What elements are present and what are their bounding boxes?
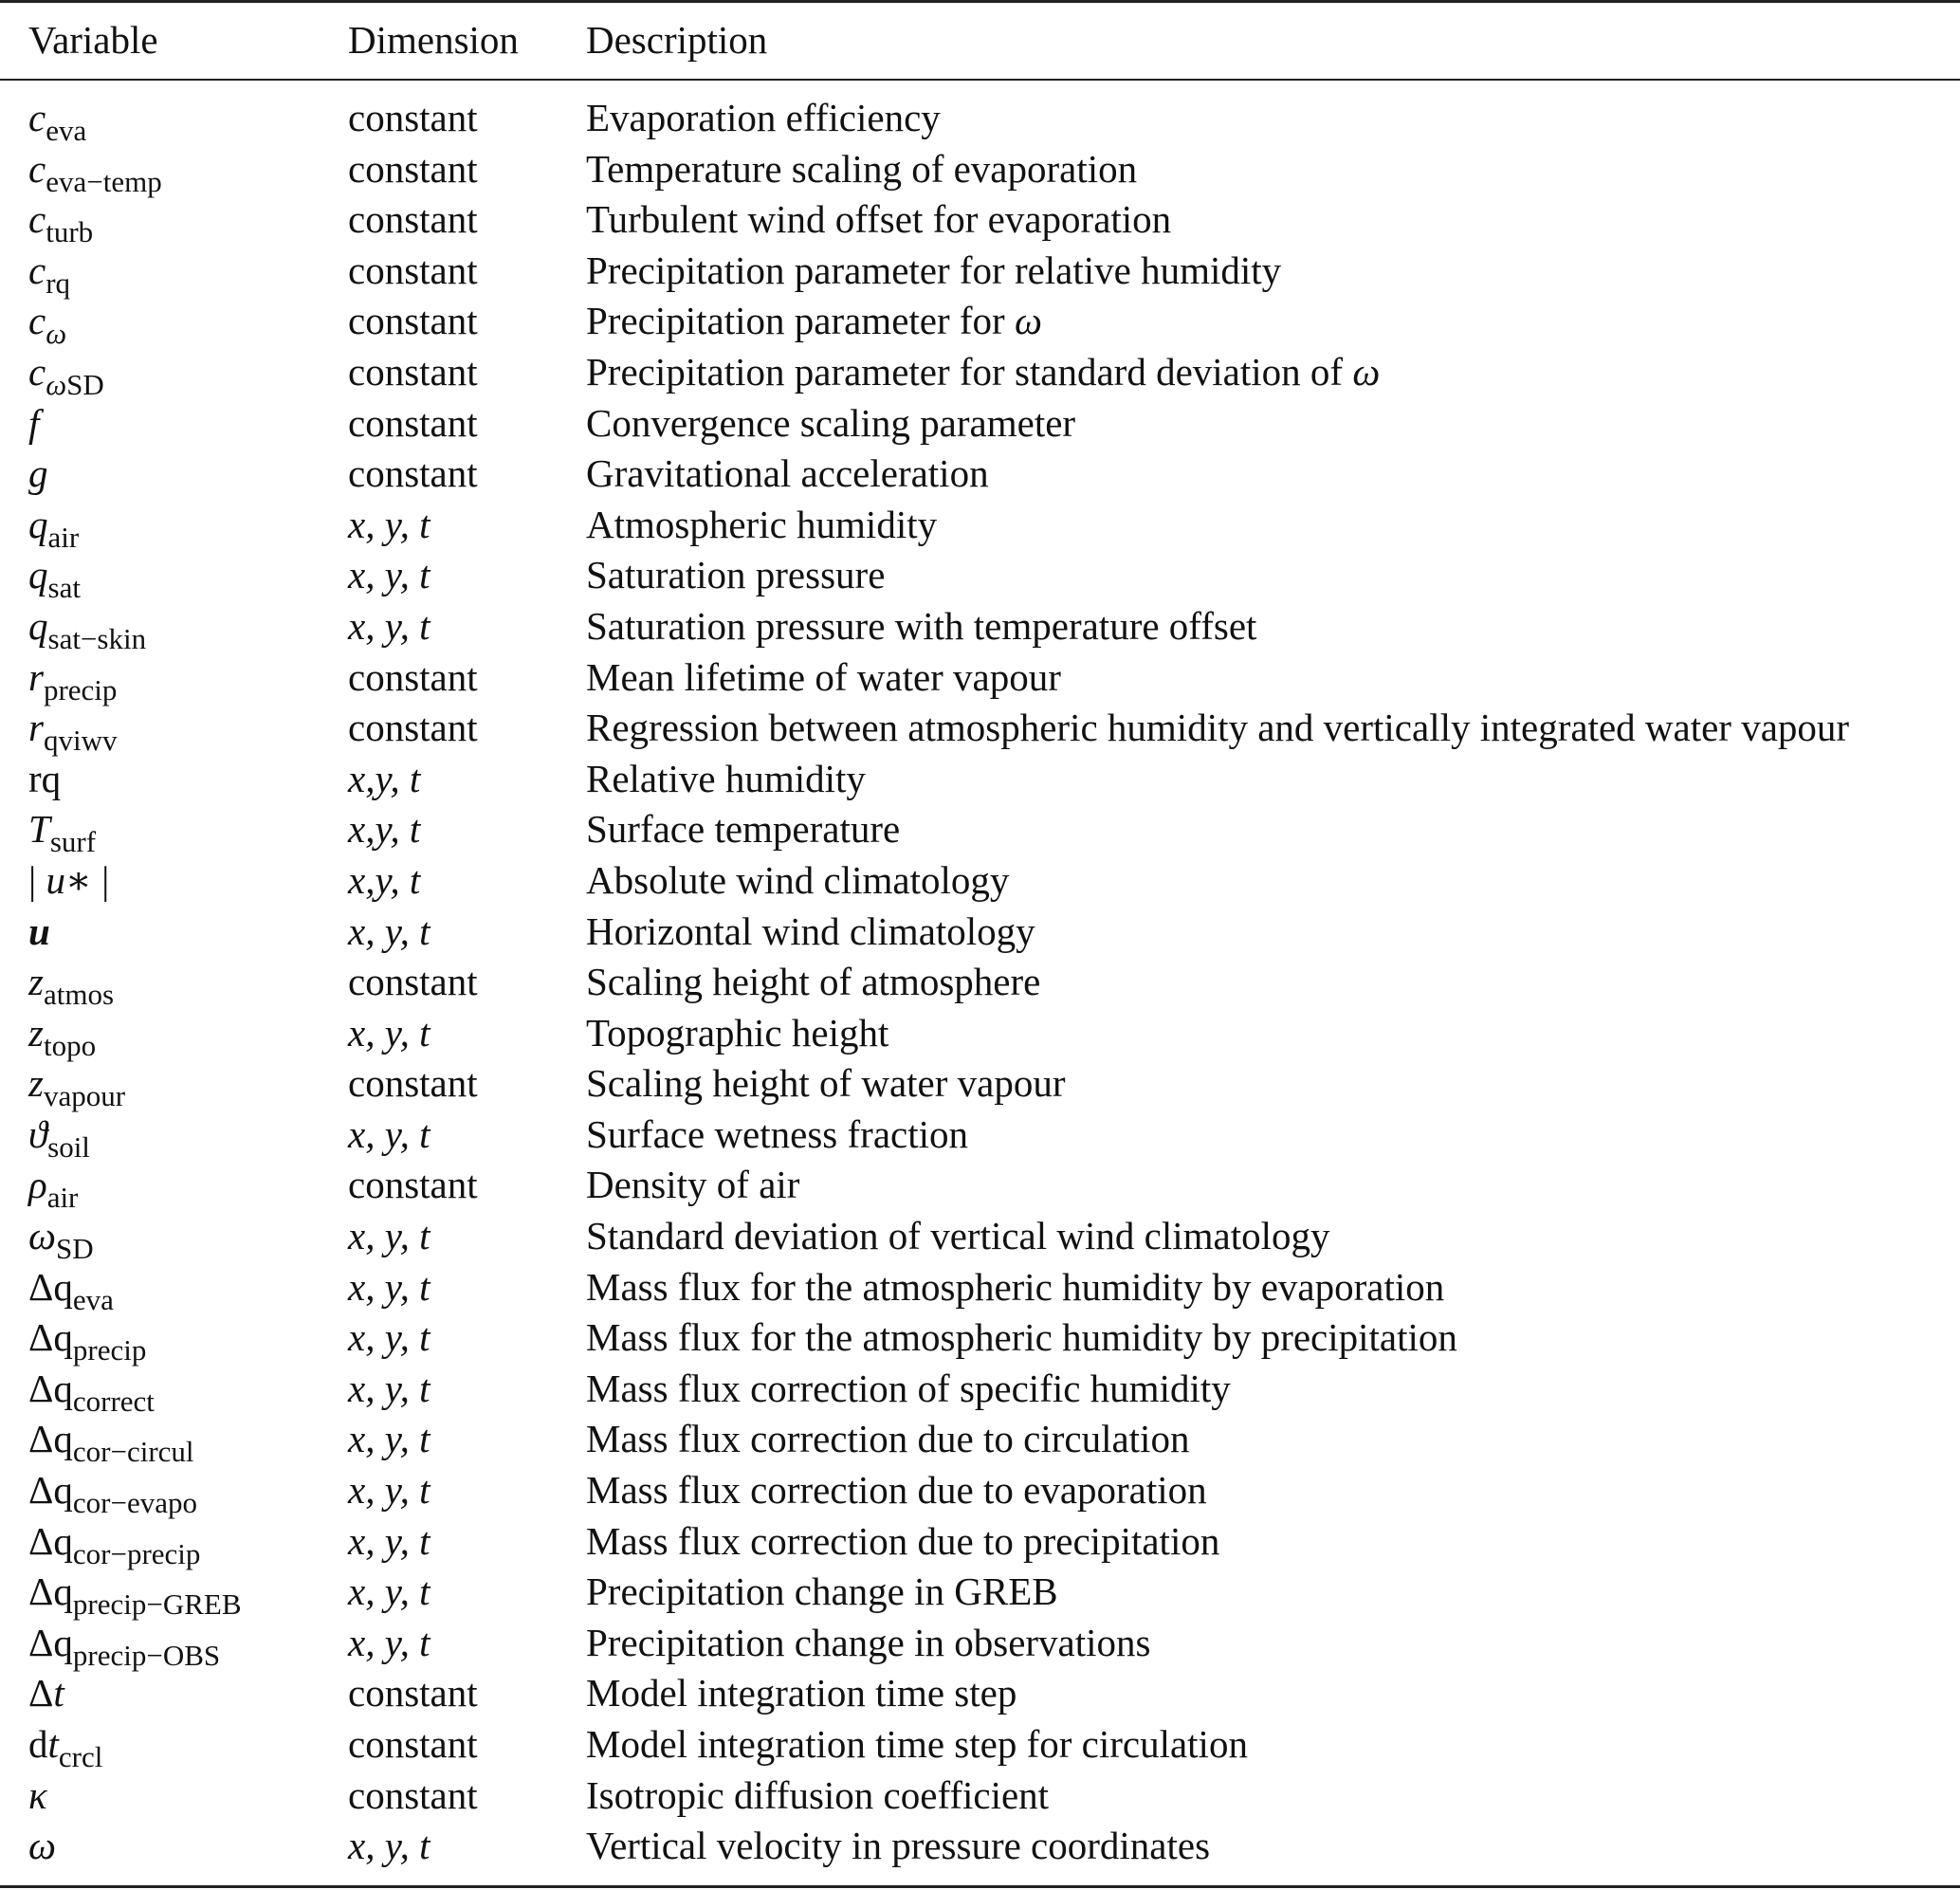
description-part: Model integration time step for circulation [586,1722,1248,1766]
symbol-base: q [28,603,48,648]
description-part: ω [1352,349,1381,394]
variable-dimension: constant [348,299,478,343]
variable-dimension: constant [348,960,478,1004]
variable-description [586,144,1137,193]
symbol-subscript [46,317,66,350]
variable-symbol [28,398,39,448]
description-part: Saturation pressure with temperature offset [586,603,1257,648]
description-part: Mass flux correction due to circulation [586,1417,1190,1461]
symbol-base: Δq [28,1620,73,1664]
variable-description [586,1312,1457,1362]
symbol-subscript [46,266,70,300]
variable-description [586,93,941,142]
symbol-subscript [48,622,147,655]
symbol-base: ϑ [28,1111,48,1156]
variable-dimension: x, y, t [348,1417,430,1461]
symbol-base: u [28,908,50,953]
symbol-subscript [44,1029,96,1062]
subscript-part: air [46,1181,79,1215]
description-part: Relative humidity [586,756,866,800]
table-row [0,93,1960,147]
variable-symbol [28,1618,221,1672]
symbol-base: u [46,857,65,902]
variable-description [586,1719,1248,1769]
description-part: Density of air [586,1163,800,1207]
description-part: Standard deviation of vertical wind climatology [586,1214,1330,1258]
description-part: Scaling height of water vapour [586,1061,1066,1106]
subscript-part: eva [46,114,87,147]
variable-dimension: constant [348,1671,478,1716]
symbol-base: κ [28,1772,47,1817]
description-part: Scaling height of atmosphere [586,960,1041,1004]
symbol-base: T [28,807,50,852]
variable-symbol [28,246,71,300]
symbol-base: t [47,1722,59,1766]
subscript-part: precip−GREB [72,1587,242,1622]
variable-dimension: x, y, t [348,1518,430,1563]
symbol-base: | [91,857,110,902]
variable-symbol [28,957,115,1012]
variable-dimension: constant [348,1772,478,1817]
table-bottom-rule [0,1885,1960,1888]
variable-dimension: x, y, t [348,1111,430,1156]
symbol-subscript [48,521,80,554]
symbol-base: ρ [28,1163,47,1207]
subscript-part: cor−circul [72,1435,194,1469]
description-part: Precipitation change in GREB [586,1569,1058,1614]
variable-dimension: x, y, t [348,502,430,546]
subscript-part: vapour [43,1079,126,1113]
symbol-base: c [28,349,46,394]
table-row [0,754,1960,805]
description-part: Mass flux correction of specific humidity [586,1366,1231,1410]
variable-description [586,1008,888,1057]
variable-description [586,1058,1066,1108]
variable-description [586,550,885,599]
symbol-subscript [73,1639,220,1672]
variable-symbol [28,500,80,554]
variable-dimension: constant [348,146,478,191]
subscript-part: precip [72,1333,147,1367]
variable-dimension: constant [348,349,478,394]
description-part: Topographic height [586,1010,889,1055]
variable-symbol [28,1312,147,1367]
subscript-part: topo [43,1028,97,1062]
table-row [0,449,1960,500]
variable-dimension: x, y, t [348,1315,430,1360]
symbol-subscript [44,673,117,706]
table-row [0,1618,1960,1672]
symbol-base: c [28,146,46,191]
symbol-subscript [44,724,118,757]
variable-symbol [28,804,97,859]
symbol-base: Δq [28,1264,73,1309]
variable-symbol [28,855,109,905]
variable-description [586,907,1035,956]
symbol-subscript [46,165,162,198]
variable-dimension: constant [348,654,478,699]
variable-symbol [28,907,50,956]
symbol-subscript [46,368,104,401]
variable-symbol [28,1567,242,1622]
table-row [0,500,1960,554]
variable-symbol [28,754,61,803]
symbol-subscript [46,114,86,147]
variable-symbol [28,144,162,198]
variable-dimension: x, y, t [348,1468,430,1513]
symbol-subscript [73,1283,114,1316]
variable-description [586,398,1075,448]
header-description: Description [586,18,768,62]
table-row [0,296,1960,351]
table-row [0,1211,1960,1266]
subscript-part: rq [46,266,71,300]
variable-dimension: constant [348,197,478,242]
subscript-part: ω [46,367,67,401]
variable-symbol [28,652,118,706]
symbol-subscript [59,1740,102,1773]
symbol-base: Δq [28,1366,73,1410]
subscript-part: soil [47,1129,90,1164]
description-part: ω [1014,299,1042,343]
symbol-subscript [46,215,93,248]
table-row [0,1312,1960,1367]
variable-description [586,1160,799,1209]
description-part: Mass flux correction due to precipitation [586,1518,1220,1563]
variable-description [586,1211,1330,1260]
variable-dimension: constant [348,1722,478,1766]
symbol-base: ω [28,1214,56,1258]
symbol-subscript [73,1435,194,1468]
table-row [0,804,1960,859]
symbol-base: z [28,960,44,1004]
description-part: Mean lifetime of water vapour [586,654,1061,699]
variable-symbol [28,1110,90,1164]
table-row [0,1719,1960,1771]
variable-symbol [28,601,147,655]
subscript-part: crcl [58,1740,103,1773]
variable-description [586,1262,1444,1312]
symbol-base: Δq [28,1569,73,1614]
variable-dimension: constant [348,400,478,445]
variable-symbol [28,1262,114,1316]
symbol-base: ω [28,1824,56,1868]
description-part: Horizontal wind climatology [586,908,1035,953]
variable-symbol [28,1668,64,1717]
variable-description [586,601,1256,651]
variable-description [586,449,989,498]
symbol-base: Δq [28,1417,73,1461]
variable-description [586,1821,1210,1870]
table-header-row [0,11,1960,68]
table-row [0,1008,1960,1062]
table-row [0,703,1960,758]
variable-description [586,1516,1219,1566]
variable-dimension: constant [348,1061,478,1106]
description-part: Convergence scaling parameter [586,400,1076,445]
table-row [0,1567,1960,1622]
symbol-subscript [56,1232,94,1265]
symbol-base: r [28,706,44,750]
variable-dimension: x, y, t [348,1010,430,1055]
description-part: Surface temperature [586,807,901,852]
variable-symbol [28,1465,197,1520]
subscript-part: precip−OBS [72,1638,221,1672]
description-part: Absolute wind climatology [586,857,1010,902]
subscript-part: eva [72,1282,114,1316]
variable-symbol [28,1414,194,1469]
symbol-subscript [73,1385,155,1418]
subscript-part: precip [43,672,118,706]
variable-dimension: x, y, t [348,1824,430,1868]
variable-symbol [28,1516,201,1570]
description-part: Model integration time step [586,1671,1017,1716]
variable-dimension: x, y, t [348,603,430,648]
table-row [0,1160,1960,1215]
subscript-part: correct [72,1384,155,1418]
variable-dimension: x,y, t [348,807,421,852]
variable-description [586,1567,1058,1616]
description-part: Saturation pressure [586,553,886,597]
description-part: Precipitation parameter for standard deviation of [586,349,1353,394]
symbol-base: | [28,857,46,902]
variable-dimension: x,y, t [348,857,421,902]
variable-symbol [28,93,87,147]
variable-dimension: constant [348,451,478,496]
variable-description [586,1110,968,1159]
variable-description [586,652,1061,702]
variable-symbol [28,1058,126,1113]
table-row [0,907,1960,958]
symbol-base: f [28,400,40,445]
variable-dimension: x, y, t [348,553,430,597]
variable-description [586,1771,1049,1820]
symbol-base: z [28,1061,44,1106]
description-part: Isotropic diffusion coefficient [586,1772,1050,1817]
subscript-part: SD [66,367,104,401]
symbol-base: r [28,654,44,699]
subscript-part: SD [55,1232,94,1266]
variable-symbol [28,1211,94,1266]
variable-symbol [28,194,94,249]
variable-symbol [28,1008,97,1062]
variable-description [586,1618,1150,1667]
symbol-subscript [47,1130,90,1164]
variable-dimension: x, y, t [348,1214,430,1258]
table-row [0,855,1960,907]
description-part: Mass flux for the atmospheric humidity by precipitation [586,1315,1457,1360]
table-row [0,1668,1960,1719]
subscript-part: qviwv [43,724,118,758]
subscript-part: air [47,520,80,554]
variable-dimension: x, y, t [348,1569,430,1614]
symbol-base: g [28,451,48,496]
symbol-subscript [48,571,81,604]
description-part: Surface wetness fraction [586,1111,968,1156]
header-dimension: Dimension [348,18,519,62]
subscript-part: atmos [43,978,115,1012]
subscript-part: turb [46,215,94,249]
description-part: Mass flux for the atmospheric humidity by evaporation [586,1264,1445,1309]
variable-dimension: x, y, t [348,1366,430,1410]
variable-symbol [28,449,48,498]
subscript-part: cor−evapo [72,1486,197,1520]
description-part: Gravitational acceleration [586,451,989,496]
table-row [0,1771,1960,1822]
variable-description [586,296,1042,345]
variable-symbol [28,1364,155,1418]
description-part: Atmospheric humidity [586,502,938,546]
variable-dimension: constant [348,248,478,292]
symbol-subscript [44,978,114,1011]
variable-symbol [28,1821,56,1870]
table-row [0,957,1960,1012]
variable-description [586,246,1281,295]
description-part: Precipitation parameter for [586,299,1015,343]
variable-description [586,957,1040,1006]
symbol-subscript [73,1333,146,1367]
table-row [0,1516,1960,1568]
table-row [0,1414,1960,1469]
table-row [0,550,1960,605]
table-row [0,1465,1960,1520]
symbol-base: c [28,197,46,242]
symbol-subscript [73,1587,242,1621]
header-variable: Variable [28,18,158,62]
table-row [0,1364,1960,1418]
variable-description [586,500,937,549]
symbol-subscript [73,1486,197,1519]
description-part: Temperature scaling of evaporation [586,146,1138,191]
symbol-base: z [28,1010,44,1055]
variable-description [586,194,1171,244]
table-row [0,1262,1960,1316]
symbol-base: Δq [28,1468,73,1513]
table-row [0,1110,1960,1164]
subscript-part: eva−temp [46,164,162,198]
table-row [0,398,1960,450]
symbol-subscript [44,1079,125,1112]
subscript-part: cor−precip [72,1536,201,1570]
subscript-part: ω [46,317,67,351]
description-part: Precipitation parameter for relative humidity [586,248,1282,292]
variable-symbol [28,1160,79,1215]
description-part: Turbulent wind offset for evaporation [586,197,1172,242]
variable-dimension: x,y, t [348,756,421,800]
table-top-rule [0,0,1960,3]
table-row [0,601,1960,655]
variable-description [586,855,1009,905]
variable-symbol [28,550,81,605]
variable-symbol [28,347,104,401]
variable-dimension: x, y, t [348,1620,430,1664]
description-part: Vertical velocity in pressure coordinates [586,1824,1211,1868]
symbol-base: Δ [28,1671,54,1716]
variable-description [586,1668,1017,1717]
description-part: Evaporation efficiency [586,96,941,139]
variable-dimension: x, y, t [348,1264,430,1309]
symbol-base: Δq [28,1315,73,1360]
symbol-base: rq [28,756,62,800]
variable-dimension: constant [348,1163,478,1207]
symbol-base: q [28,502,48,546]
symbol-base: c [28,248,46,292]
table-body [0,93,1960,1872]
variable-description [586,703,1849,752]
symbol-base: c [28,96,46,139]
symbol-subscript [73,1537,201,1570]
symbol-base: ∗ [64,857,92,902]
symbol-subscript [50,825,96,858]
table-row [0,1821,1960,1872]
variable-dimension: x, y, t [348,908,430,953]
variable-symbol [28,703,118,758]
variable-description [586,1364,1231,1413]
variable-symbol [28,1719,103,1773]
symbol-base: Δq [28,1518,73,1563]
symbol-subscript [47,1181,79,1214]
description-part: Mass flux correction due to evaporation [586,1468,1207,1513]
table-header-rule [0,79,1960,81]
variable-description [586,1465,1207,1514]
variable-description [586,754,866,803]
symbol-base: c [28,299,46,343]
subscript-part: surf [49,825,97,859]
variable-dimension: constant [348,96,478,139]
subscript-part: sat [47,571,81,605]
table-row [0,652,1960,704]
variable-symbol [28,296,67,351]
table-row [0,1058,1960,1113]
variable-description [586,347,1380,396]
table-row [0,347,1960,401]
symbol-base: d [28,1722,48,1766]
table-row [0,246,1960,300]
table-row [0,194,1960,249]
variable-dimension: constant [348,706,478,750]
description-part: Precipitation change in observations [586,1620,1151,1664]
variable-symbol [28,1771,47,1820]
variable-description [586,1414,1189,1463]
description-part: Regression between atmospheric humidity and vertically integrated water vapour [586,706,1850,750]
table-row [0,144,1960,198]
subscript-part: sat−skin [47,621,147,655]
symbol-base: q [28,553,48,597]
symbol-base: t [53,1671,64,1716]
variable-description [586,804,900,853]
